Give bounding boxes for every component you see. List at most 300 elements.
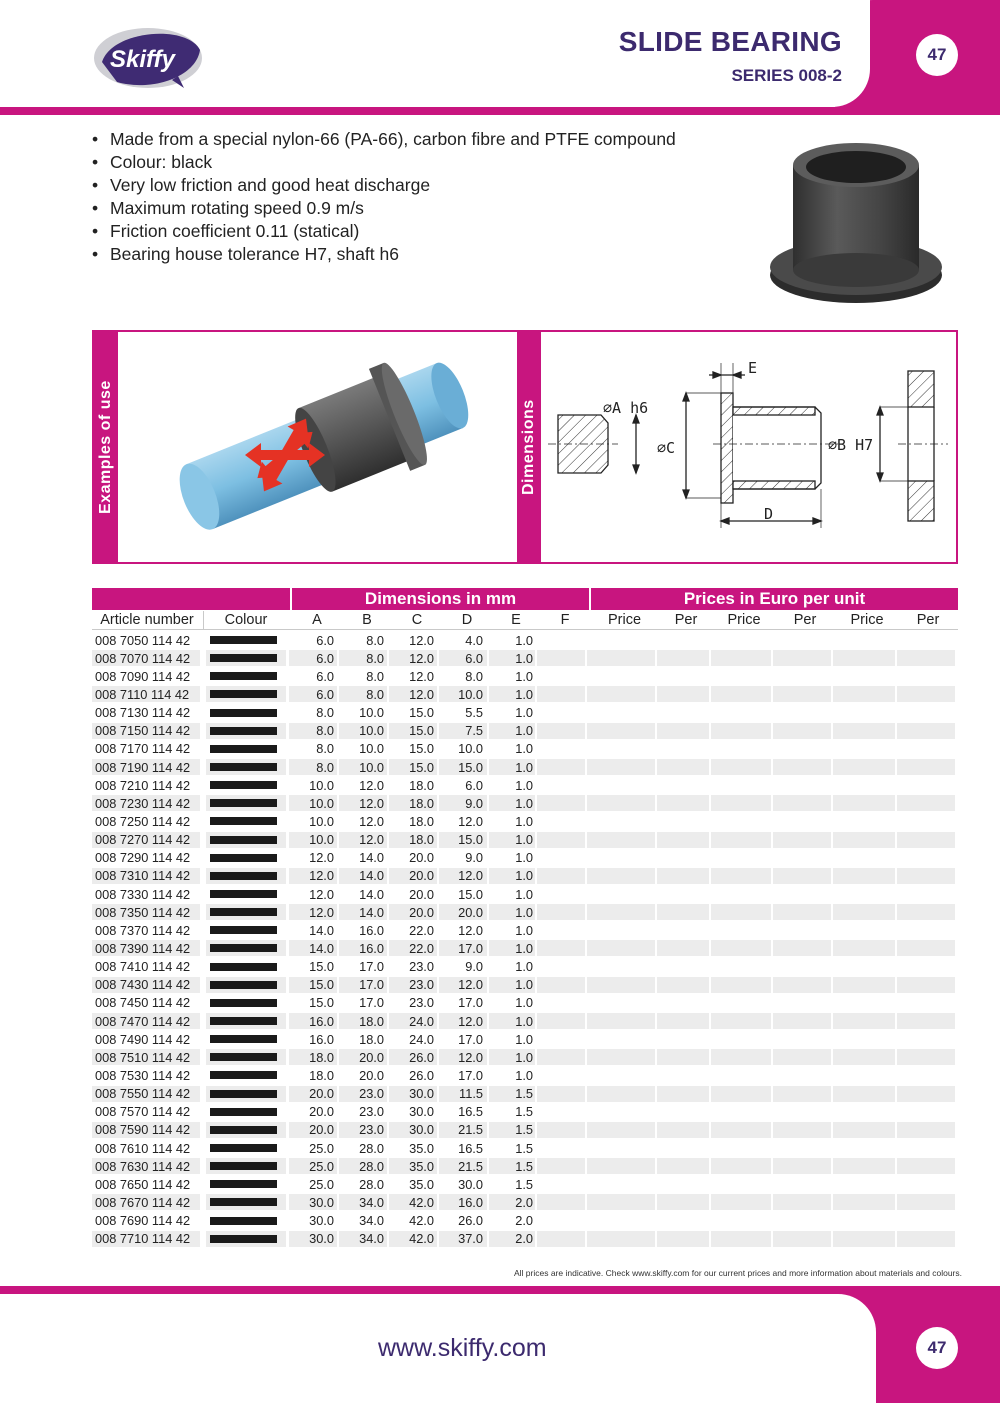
dimension-cell-b: 14.0 (359, 904, 384, 920)
row-shading (657, 759, 709, 775)
row-shading (711, 1049, 771, 1065)
dimension-cell-b: 10.0 (359, 705, 384, 721)
dimension-cell-e: 1.5 (515, 1086, 533, 1102)
row-shading (773, 1049, 831, 1065)
col-d: D (461, 612, 473, 628)
article-number-cell: 008 7710 114 42 (95, 1231, 191, 1247)
dimension-cell-d: 11.5 (459, 1086, 483, 1102)
colour-swatch (210, 1217, 277, 1225)
row-shading (587, 940, 655, 956)
dimension-cell-a: 30.0 (309, 1213, 334, 1229)
dimension-cell-e: 1.0 (515, 632, 533, 648)
price-disclaimer: All prices are indicative. Check www.skiffy.com for our current prices and more information about materials and colours. (513, 1268, 962, 1278)
dimension-cell-c: 35.0 (409, 1140, 434, 1156)
article-number-cell: 008 7630 114 42 (95, 1158, 191, 1174)
row-shading (773, 795, 831, 811)
colour-swatch (210, 963, 277, 971)
table-row (92, 1030, 958, 1048)
row-shading (833, 868, 895, 884)
row-shading (711, 904, 771, 920)
table-row (92, 1212, 958, 1230)
table-row (92, 794, 958, 812)
skiffy-logo (92, 22, 204, 92)
row-shading (537, 977, 585, 993)
dimension-drawing (543, 333, 956, 561)
table-row (92, 812, 958, 830)
row-shading (657, 977, 709, 993)
website-link[interactable]: www.skiffy.com (378, 1334, 547, 1362)
table-row (92, 1157, 958, 1175)
dimension-cell-e: 1.0 (515, 995, 533, 1011)
row-shading (833, 1013, 895, 1029)
colour-swatch (210, 1017, 277, 1025)
dimension-cell-e: 2.0 (515, 1213, 533, 1229)
dimension-cell-e: 1.0 (515, 686, 533, 702)
table-row (92, 1175, 958, 1193)
dimension-cell-a: 6.0 (316, 668, 334, 684)
dimension-cell-a: 15.0 (309, 959, 334, 975)
row-shading (537, 795, 585, 811)
dimension-cell-e: 1.0 (515, 813, 533, 829)
article-number-cell: 008 7610 114 42 (95, 1140, 191, 1156)
table-row (92, 685, 958, 703)
row-shading (773, 1086, 831, 1102)
table-row (92, 758, 958, 776)
colour-swatch (210, 890, 277, 898)
dimension-cell-a: 6.0 (316, 686, 334, 702)
row-shading (773, 650, 831, 666)
colour-swatch (210, 1180, 277, 1188)
row-shading (833, 977, 895, 993)
dimension-cell-a: 10.0 (309, 813, 334, 829)
row-shading (587, 1158, 655, 1174)
dimension-cell-a: 25.0 (309, 1140, 334, 1156)
dimension-cell-a: 15.0 (309, 995, 334, 1011)
dimension-cell-b: 8.0 (366, 686, 384, 702)
table-row (92, 903, 958, 921)
row-shading (537, 686, 585, 702)
dimension-cell-d: 16.5 (458, 1104, 483, 1120)
dimension-cell-a: 14.0 (309, 940, 334, 956)
dimension-cell-b: 8.0 (366, 668, 384, 684)
row-shading (537, 868, 585, 884)
dimension-cell-b: 12.0 (359, 777, 384, 793)
colour-swatch (210, 908, 277, 916)
dimension-cell-b: 8.0 (366, 632, 384, 648)
row-shading (657, 1122, 709, 1138)
article-number-cell: 008 7150 114 42 (95, 723, 191, 739)
article-number-cell: 008 7070 114 42 (95, 650, 191, 666)
dimension-cell-c: 42.0 (409, 1213, 434, 1229)
row-shading (711, 759, 771, 775)
article-number-cell: 008 7530 114 42 (95, 1067, 191, 1083)
row-shading (537, 1194, 585, 1210)
dimension-cell-b: 23.0 (359, 1122, 384, 1138)
dimension-cell-e: 1.0 (515, 1013, 533, 1029)
dimension-cell-c: 20.0 (409, 850, 434, 866)
article-number-cell: 008 7210 114 42 (95, 777, 191, 793)
dimension-cell-d: 15.0 (458, 886, 483, 902)
example-illustration (120, 333, 515, 561)
row-shading (897, 1194, 955, 1210)
row-shading (897, 868, 955, 884)
dimension-cell-a: 8.0 (316, 705, 334, 721)
row-shading (537, 1049, 585, 1065)
dimension-cell-e: 1.5 (515, 1122, 533, 1138)
dimension-cell-a: 8.0 (316, 759, 334, 775)
row-shading (537, 650, 585, 666)
dimension-cell-b: 18.0 (359, 1031, 384, 1047)
table-row (92, 1139, 958, 1157)
colour-swatch (210, 1053, 277, 1061)
dimension-cell-c: 15.0 (409, 723, 434, 739)
colour-swatch (210, 781, 277, 789)
table-row (92, 1066, 958, 1084)
article-number-cell: 008 7570 114 42 (95, 1104, 191, 1120)
dimension-cell-e: 1.0 (515, 777, 533, 793)
row-shading (833, 940, 895, 956)
dimension-cell-d: 15.0 (458, 832, 483, 848)
dimension-cell-a: 20.0 (309, 1122, 334, 1138)
dimension-cell-a: 6.0 (316, 632, 334, 648)
row-shading (537, 832, 585, 848)
dimension-cell-a: 12.0 (309, 868, 334, 884)
row-shading (587, 759, 655, 775)
dimension-cell-b: 28.0 (359, 1140, 384, 1156)
row-shading (711, 1086, 771, 1102)
col-divider (589, 588, 591, 629)
col-per-2: Per (793, 612, 817, 628)
dimension-cell-a: 8.0 (316, 741, 334, 757)
row-shading (897, 904, 955, 920)
dimension-cell-a: 30.0 (309, 1231, 334, 1247)
dimension-cell-d: 9.0 (465, 850, 483, 866)
row-shading (833, 1158, 895, 1174)
dimension-cell-b: 14.0 (359, 850, 384, 866)
row-shading (657, 650, 709, 666)
feature-item: • Colour: black (92, 151, 676, 174)
dimension-cell-b: 16.0 (359, 922, 384, 938)
colour-swatch (210, 1162, 277, 1170)
dimension-cell-c: 12.0 (409, 650, 434, 666)
dimensions-group-header: Dimensions in mm (292, 588, 589, 610)
dimension-cell-e: 1.0 (515, 850, 533, 866)
colour-swatch (210, 1090, 277, 1098)
row-shading (711, 1231, 771, 1247)
table-row (92, 867, 958, 885)
dimension-cell-e: 1.0 (515, 668, 533, 684)
row-shading (897, 759, 955, 775)
feature-item: • Made from a special nylon-66 (PA-66), carbon fibre and PTFE compound (92, 128, 676, 151)
article-number-cell: 008 7650 114 42 (95, 1176, 191, 1192)
row-shading (897, 686, 955, 702)
col-price-3: Price (850, 612, 884, 628)
dimension-cell-c: 26.0 (409, 1049, 434, 1065)
dimension-cell-d: 6.0 (465, 777, 483, 793)
row-shading (537, 940, 585, 956)
colour-swatch (210, 872, 277, 880)
col-per-1: Per (674, 612, 698, 628)
col-price-2: Price (727, 612, 761, 628)
dimension-cell-e: 1.0 (515, 705, 533, 721)
row-shading (587, 977, 655, 993)
dimension-cell-d: 9.0 (465, 959, 483, 975)
colour-swatch (210, 709, 277, 717)
col-divider (290, 588, 292, 629)
row-shading (587, 686, 655, 702)
table-row (92, 1103, 958, 1121)
row-shading (711, 1194, 771, 1210)
dimension-cell-c: 12.0 (409, 686, 434, 702)
row-shading (833, 1231, 895, 1247)
dimension-cell-d: 21.5 (458, 1122, 483, 1138)
row-shading (657, 1231, 709, 1247)
dimension-cell-b: 17.0 (359, 977, 384, 993)
colour-swatch (210, 690, 277, 698)
row-shading (657, 868, 709, 884)
page-number-badge: 47 (916, 34, 958, 76)
dimension-cell-b: 14.0 (359, 868, 384, 884)
col-price-1: Price (607, 612, 642, 628)
colour-swatch (210, 745, 277, 753)
dimension-cell-c: 24.0 (409, 1031, 434, 1047)
row-shading (537, 759, 585, 775)
dimension-cell-a: 30.0 (309, 1194, 334, 1210)
dimension-cell-c: 23.0 (409, 995, 434, 1011)
dimension-cell-c: 20.0 (409, 904, 434, 920)
dimension-cell-d: 17.0 (458, 940, 483, 956)
footer-page-number-badge: 47 (916, 1327, 958, 1369)
colour-swatch (210, 1235, 277, 1243)
table-row (92, 740, 958, 758)
dimension-cell-e: 1.5 (515, 1158, 533, 1174)
row-shading (897, 1122, 955, 1138)
row-shading (897, 1049, 955, 1065)
dimension-cell-a: 10.0 (309, 832, 334, 848)
dimension-cell-a: 14.0 (309, 922, 334, 938)
dimension-cell-c: 15.0 (409, 705, 434, 721)
row-shading (657, 1049, 709, 1065)
dimension-cell-e: 1.5 (515, 1176, 533, 1192)
dimension-cell-d: 26.0 (458, 1213, 483, 1229)
row-shading (897, 795, 955, 811)
feature-list (92, 128, 676, 266)
dimension-cell-d: 16.5 (458, 1140, 483, 1156)
dimension-cell-d: 17.0 (458, 1031, 483, 1047)
dimension-cell-b: 28.0 (359, 1158, 384, 1174)
col-per-3: Per (916, 612, 940, 628)
dimension-cell-a: 16.0 (309, 1013, 334, 1029)
colour-swatch (210, 1198, 277, 1206)
article-number-cell: 008 7590 114 42 (95, 1122, 191, 1138)
article-number-cell: 008 7130 114 42 (95, 705, 191, 721)
dimension-cell-e: 1.0 (515, 723, 533, 739)
page-title: SLIDE BEARING (618, 26, 842, 57)
feature-item: • Friction coefficient 0.11 (statical) (92, 220, 676, 243)
colour-swatch (210, 944, 277, 952)
dimension-cell-d: 10.0 (458, 741, 483, 757)
table-row (92, 958, 958, 976)
colour-swatch (210, 981, 277, 989)
dimension-cell-e: 2.0 (515, 1194, 533, 1210)
row-shading (587, 832, 655, 848)
colour-swatch (210, 926, 277, 934)
row-shading (537, 1158, 585, 1174)
row-shading (537, 1122, 585, 1138)
row-shading (537, 1013, 585, 1029)
article-number-cell: 008 7110 114 42 (95, 686, 190, 702)
row-shading (587, 1122, 655, 1138)
article-number-cell: 008 7290 114 42 (95, 850, 191, 866)
series-subtitle: SERIES 008-2 (731, 66, 842, 85)
colour-swatch (210, 1126, 277, 1134)
row-shading (657, 904, 709, 920)
row-shading (657, 1158, 709, 1174)
row-shading (773, 1158, 831, 1174)
row-shading (711, 977, 771, 993)
table-row (92, 921, 958, 939)
table-row (92, 994, 958, 1012)
dimension-cell-d: 9.0 (465, 795, 483, 811)
dimension-cell-b: 20.0 (359, 1067, 384, 1083)
dim-label-b: ∅B H7 (828, 436, 874, 454)
row-shading (711, 832, 771, 848)
dimension-cell-e: 1.0 (515, 795, 533, 811)
feature-item: • Very low friction and good heat discharge (92, 174, 676, 197)
dimension-cell-d: 12.0 (458, 868, 483, 884)
dimension-cell-b: 23.0 (359, 1104, 384, 1120)
row-shading (773, 977, 831, 993)
dimension-cell-e: 1.5 (515, 1140, 533, 1156)
dim-label-a: ∅A h6 (603, 399, 649, 417)
table-row (92, 1193, 958, 1211)
colour-swatch (210, 1108, 277, 1116)
colour-swatch (210, 999, 277, 1007)
table-row (92, 649, 958, 667)
table-row (92, 1121, 958, 1139)
dimension-cell-e: 1.0 (515, 904, 533, 920)
dimension-cell-d: 12.0 (458, 1013, 483, 1029)
col-c: C (411, 612, 423, 628)
dimension-cell-c: 35.0 (409, 1158, 434, 1174)
dimension-cell-e: 1.0 (515, 1049, 533, 1065)
dimension-cell-a: 25.0 (309, 1158, 334, 1174)
dimension-cell-e: 1.0 (515, 741, 533, 757)
row-shading (897, 832, 955, 848)
dimension-cell-c: 30.0 (409, 1086, 434, 1102)
table-row (92, 722, 958, 740)
dimension-cell-b: 18.0 (359, 1013, 384, 1029)
dimension-cell-d: 6.0 (465, 650, 483, 666)
dimension-cell-a: 20.0 (309, 1104, 334, 1120)
colour-swatch (210, 763, 277, 771)
row-shading (711, 940, 771, 956)
dimension-cell-e: 1.0 (515, 868, 533, 884)
row-shading (711, 795, 771, 811)
article-number-cell: 008 7090 114 42 (95, 668, 191, 684)
article-number-cell: 008 7350 114 42 (95, 904, 191, 920)
dimension-cell-c: 12.0 (409, 668, 434, 684)
dimension-cell-c: 12.0 (409, 632, 434, 648)
col-a: A (312, 612, 322, 628)
dimension-cell-c: 35.0 (409, 1176, 434, 1192)
colour-swatch (210, 1035, 277, 1043)
dimension-cell-d: 12.0 (458, 977, 483, 993)
dim-label-c: ∅C (657, 439, 676, 457)
row-shading (711, 868, 771, 884)
article-number-cell: 008 7390 114 42 (95, 940, 191, 956)
feature-item: • Bearing house tolerance H7, shaft h6 (92, 243, 676, 266)
dimension-cell-a: 12.0 (309, 886, 334, 902)
row-shading (537, 723, 585, 739)
row-shading (657, 723, 709, 739)
dimension-cell-e: 1.0 (515, 1067, 533, 1083)
row-shading (587, 1086, 655, 1102)
dimension-cell-e: 2.0 (515, 1231, 533, 1247)
colour-swatch (210, 854, 277, 862)
row-shading (773, 723, 831, 739)
col-article-number: Article number (100, 612, 194, 628)
table-row (92, 885, 958, 903)
table-row (92, 1085, 958, 1103)
dimension-cell-b: 17.0 (359, 959, 384, 975)
feature-item: • Maximum rotating speed 0.9 m/s (92, 197, 676, 220)
examples-label: Examples of use (94, 332, 118, 562)
col-b: B (362, 612, 372, 628)
col-e: E (511, 612, 521, 628)
row-shading (773, 686, 831, 702)
table-row (92, 1012, 958, 1030)
dimension-cell-d: 10.0 (458, 686, 483, 702)
col-f: F (560, 612, 570, 628)
article-number-cell: 008 7490 114 42 (95, 1031, 191, 1047)
dimension-cell-a: 20.0 (309, 1086, 334, 1102)
dimension-cell-c: 15.0 (409, 759, 434, 775)
article-number-cell: 008 7510 114 42 (95, 1049, 191, 1065)
dimension-cell-b: 34.0 (359, 1194, 384, 1210)
dimension-cell-a: 10.0 (309, 777, 334, 793)
dimension-cell-a: 8.0 (316, 723, 334, 739)
colour-swatch (210, 836, 277, 844)
table-row (92, 939, 958, 957)
row-shading (587, 904, 655, 920)
row-shading (833, 723, 895, 739)
dimension-cell-a: 6.0 (316, 650, 334, 666)
row-shading (897, 1158, 955, 1174)
dimension-cell-e: 1.0 (515, 959, 533, 975)
row-shading (657, 832, 709, 848)
dimension-cell-b: 10.0 (359, 723, 384, 739)
dimension-cell-d: 7.5 (465, 723, 483, 739)
row-shading (773, 868, 831, 884)
colour-swatch (210, 636, 277, 644)
dimension-cell-c: 20.0 (409, 868, 434, 884)
row-shading (711, 686, 771, 702)
colour-swatch (210, 654, 277, 662)
dimension-cell-d: 5.5 (465, 705, 483, 721)
dimension-cell-d: 30.0 (458, 1176, 483, 1192)
dimension-cell-a: 10.0 (309, 795, 334, 811)
row-shading (833, 650, 895, 666)
dimension-cell-b: 34.0 (359, 1213, 384, 1229)
dimension-cell-e: 1.0 (515, 1031, 533, 1047)
row-shading (657, 1194, 709, 1210)
dimension-cell-c: 30.0 (409, 1104, 434, 1120)
row-shading (833, 1194, 895, 1210)
row-shading (711, 1122, 771, 1138)
row-shading (773, 832, 831, 848)
row-shading (773, 1231, 831, 1247)
